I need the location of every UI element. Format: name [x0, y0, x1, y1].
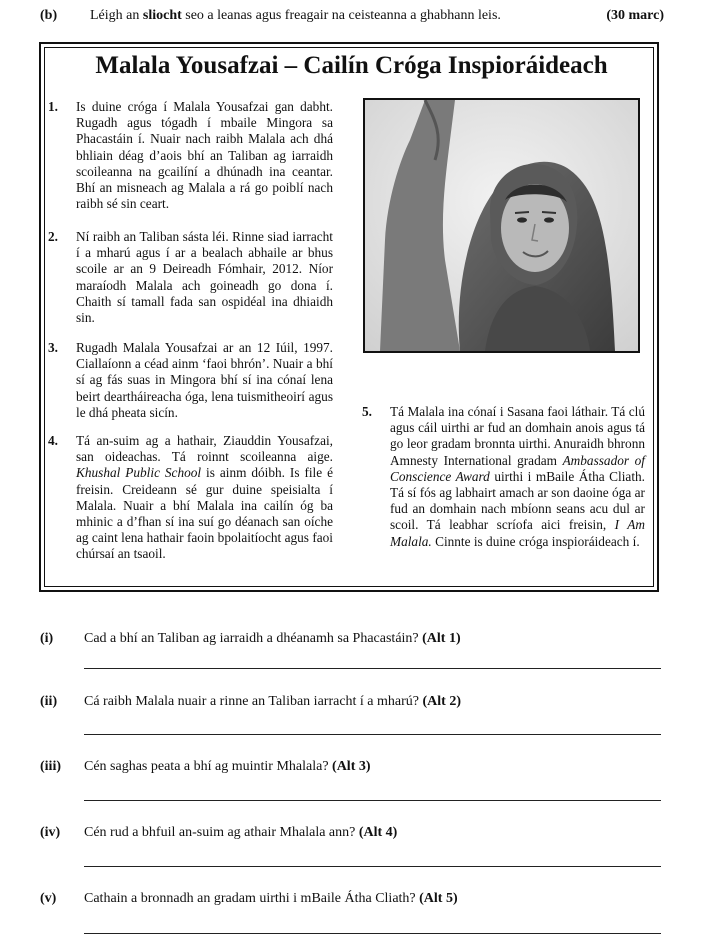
question-number: (i) — [40, 631, 54, 646]
book-title: I Am Malala. — [390, 517, 645, 549]
section-instruction: Léigh an sliocht seo a leanas agus freagair na ceisteanna a ghabhann leis. — [90, 8, 501, 23]
paragraph-number: 2. — [48, 229, 58, 244]
paragraph-reference: (Alt 4) — [358, 825, 398, 840]
answer-line[interactable] — [84, 800, 661, 801]
section-marks: (30 marc) — [606, 8, 664, 23]
question-number: (ii) — [40, 694, 58, 709]
question-number: (iii) — [40, 759, 61, 774]
question-text: Cá raibh Malala nuair a rinne an Taliban iarracht í a mharú? (Alt 2) — [84, 694, 462, 709]
question-iv — [40, 825, 665, 885]
section-label: (b) — [40, 8, 58, 23]
paragraph-text: Ní raibh an Taliban sásta léi. Rinne siad iarracht í a mharú agus í ar a bealach abhaile ar bhus scoile ar an 9 Deireadh Fómhair, 2012. Níor maraíodh Malala ach goineadh go dona í. Chaith sí tamall fada san ospidéal ina dhiaidh sin. — [76, 229, 333, 326]
question-iii — [40, 759, 665, 819]
paragraph-number: 1. — [48, 99, 58, 114]
question-number: (iv) — [40, 825, 61, 840]
paragraph-5 — [362, 404, 645, 574]
paragraph-text: Tá Malala ina cónaí i Sasana faoi láthair. Tá clú agus cáil uirthi ar fud an domhain anois agus tá go leor gradam bronnta uirthi. Anuraidh bhronn Amnesty International gradam Ambassador of Conscience Award uirthi i mBaile Átha Cliath. Tá sí fós ag labhairt amach ar son daoine óga ar fud an domhain nach mbíonn seans acu dul ar scoil. Tá leabhar scríofa aici freisin, I Am Malala. Cinnte is duine cróga inspioráideach í. — [390, 404, 645, 549]
section-header — [40, 8, 664, 30]
question-text: Cathain a bronnadh an gradam uirthi i mBaile Átha Cliath? (Alt 5) — [84, 891, 458, 906]
portrait-image — [365, 100, 638, 351]
question-ii — [40, 694, 665, 754]
question-i — [40, 631, 665, 691]
paragraph-2 — [48, 229, 333, 329]
paragraph-1 — [48, 99, 333, 219]
answer-line[interactable] — [84, 734, 661, 735]
paragraph-reference: (Alt 2) — [422, 694, 462, 709]
question-v — [40, 891, 665, 947]
answer-line[interactable] — [84, 668, 661, 669]
instruction-bold-word: sliocht — [142, 8, 182, 23]
malala-photo — [363, 98, 640, 353]
paragraph-number: 5. — [362, 404, 372, 419]
paragraph-text: Rugadh Malala Yousafzai ar an 12 Iúil, 1997. Ciallaíonn a céad ainm ‘faoi bhrón’. Nuair a bhí sí ag fás suas in Mingora bhí sí ina cónaí lena beirt deartháireacha óga, lena tuismitheoirí agus le dhá pheata sicín. — [76, 340, 333, 420]
paragraph-number: 3. — [48, 340, 58, 355]
answer-line[interactable] — [84, 866, 661, 867]
question-text: Cén rud a bhfuil an-suim ag athair Mhalala ann? (Alt 4) — [84, 825, 398, 840]
paragraph-text: Is duine cróga í Malala Yousafzai gan dabht. Rugadh agus tógadh í mbaile Mingora sa Phacastáin í. Nuair nach raibh Malala ach dhá bhliain déag d’aois bhí an Taliban ag iarraidh scoileanna na gcailíní a dhúnadh ina ceantar. Bhí an misneach ag Malala a rá go poiblí nach raibh sé sin ceart. — [76, 99, 333, 212]
paragraph-reference: (Alt 5) — [419, 891, 458, 906]
answer-line[interactable] — [84, 933, 661, 934]
paragraph-number: 4. — [48, 433, 58, 448]
paragraph-text: Tá an-suim ag a hathair, Ziauddin Yousafzai, san oideachas. Tá roinnt scoileanna aige. Khushal Public School is ainm dóibh. Is file é freisin. Creideann sé gur duine speisialta í Malala. Nuair a bhí Malala ina cailín óg ba mhinic a d’fhan sí ina suí go déanach san oíche ag caint lena hathair faoin bpolaitíocht agus faoi chúrsaí an tsaoil. — [76, 433, 333, 562]
school-name: Khushal Public School — [76, 465, 202, 481]
question-text: Cad a bhí an Taliban ag iarraidh a dhéanamh sa Phacastáin? (Alt 1) — [84, 631, 461, 646]
passage-title: Malala Yousafzai – Cailín Cróga Inspioráideach — [95, 52, 608, 79]
question-text: Cén saghas peata a bhí ag muintir Mhalala? (Alt 3) — [84, 759, 371, 774]
paragraph-3 — [48, 340, 333, 426]
award-name: Ambassador of Conscience Award — [390, 452, 645, 484]
paragraph-4 — [48, 433, 333, 583]
paragraph-reference: (Alt 1) — [422, 631, 461, 646]
paragraph-reference: (Alt 3) — [332, 759, 371, 774]
question-number: (v) — [40, 891, 57, 906]
